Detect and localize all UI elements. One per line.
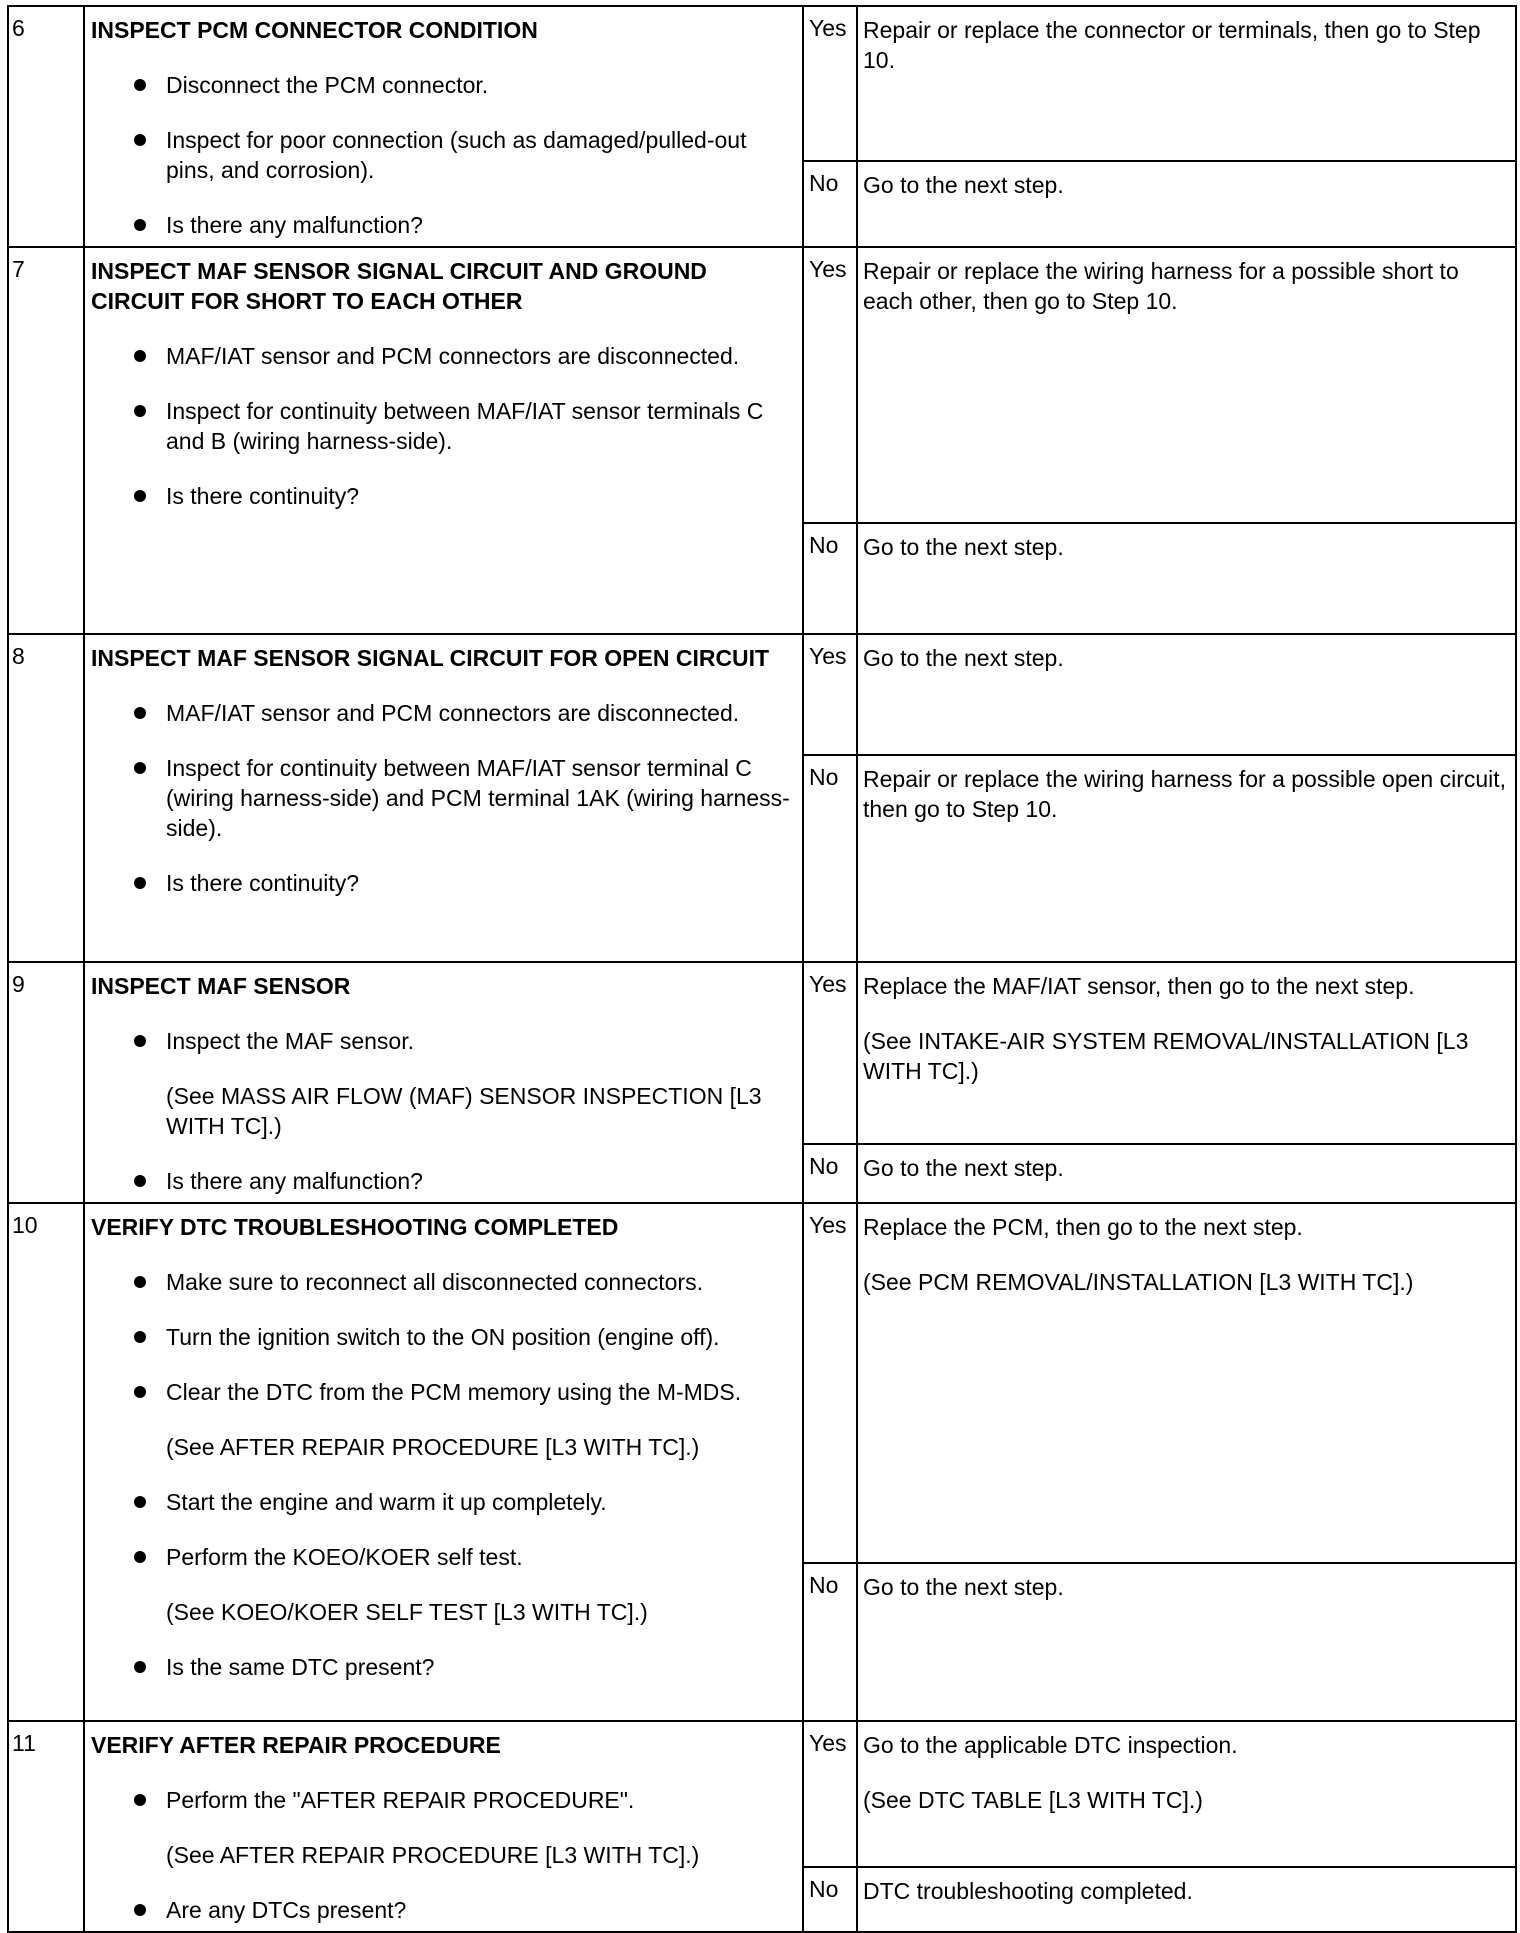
bullet-item — [91, 1026, 796, 1056]
bullet-dot-icon — [134, 1551, 146, 1563]
bullet-icon — [91, 698, 166, 728]
bullet-item — [91, 1895, 796, 1925]
yes-result-line: (See DTC TABLE [L3 WITH TC].) — [863, 1787, 1203, 1813]
step-number: 8 — [8, 634, 84, 962]
no-result-line: Go to the next step. — [863, 534, 1064, 560]
step-action — [84, 1721, 803, 1932]
bullet-item — [91, 1487, 796, 1517]
item-text: Inspect for continuity between MAF/IAT sensor terminal C (wiring harness-side) and PCM terminal 1AK (wiring harness-side). — [166, 755, 790, 841]
bullet-item — [91, 698, 796, 728]
bullet-item — [91, 1652, 796, 1682]
yes-result-line: Go to the next step. — [863, 645, 1064, 671]
troubleshooting-table — [7, 5, 1517, 1933]
item-text: Perform the KOEO/KOER self test. — [166, 1544, 523, 1570]
yes-label: Yes — [803, 962, 857, 1144]
no-result-line: Go to the next step. — [863, 1574, 1064, 1600]
bullet-dot-icon — [134, 1175, 146, 1187]
bullet-icon — [91, 341, 166, 371]
item-text: (See AFTER REPAIR PROCEDURE [L3 WITH TC].) — [166, 1434, 700, 1460]
no-label: No — [803, 523, 857, 634]
bullet-dot-icon — [134, 1904, 146, 1916]
yes-result-line: Go to the applicable DTC inspection. — [863, 1732, 1238, 1758]
no-label: No — [803, 1563, 857, 1721]
bullet-icon — [91, 481, 166, 511]
step-number: 10 — [8, 1203, 84, 1721]
step-action — [84, 6, 803, 247]
bullet-item — [91, 210, 796, 240]
no-result — [857, 523, 1516, 634]
item-text: MAF/IAT sensor and PCM connectors are disconnected. — [166, 700, 740, 726]
bullet-dot-icon — [134, 1386, 146, 1398]
yes-label: Yes — [803, 247, 857, 523]
yes-result — [857, 247, 1516, 523]
step-title: INSPECT MAF SENSOR SIGNAL CIRCUIT FOR OPEN CIRCUIT — [91, 645, 770, 671]
step-action — [84, 962, 803, 1203]
no-result — [857, 755, 1516, 962]
bullet-icon — [91, 396, 166, 456]
bullet-icon — [91, 1597, 166, 1627]
bullet-dot-icon — [134, 1496, 146, 1508]
item-text: Is there continuity? — [166, 483, 360, 509]
item-text: MAF/IAT sensor and PCM connectors are disconnected. — [166, 343, 740, 369]
reference-item — [91, 1081, 796, 1141]
item-text: Turn the ignition switch to the ON position (engine off). — [166, 1324, 720, 1350]
bullet-item — [91, 1377, 796, 1407]
yes-result-line: Repair or replace the wiring harness for a possible short to each other, then go to Step 10. — [863, 258, 1459, 314]
bullet-item — [91, 1322, 796, 1352]
step-number: 6 — [8, 6, 84, 247]
bullet-dot-icon — [134, 79, 146, 91]
item-text: Is there any malfunction? — [166, 212, 423, 238]
bullet-item — [91, 481, 796, 511]
bullet-dot-icon — [134, 762, 146, 774]
step-title: VERIFY DTC TROUBLESHOOTING COMPLETED — [91, 1214, 619, 1240]
bullet-dot-icon — [134, 1276, 146, 1288]
bullet-icon — [91, 210, 166, 240]
yes-label: Yes — [803, 1203, 857, 1563]
bullet-dot-icon — [134, 490, 146, 502]
no-result-line: Repair or replace the wiring harness for a possible open circuit, then go to Step 10. — [863, 766, 1507, 822]
yes-result-line: Replace the MAF/IAT sensor, then go to the next step. — [863, 973, 1415, 999]
bullet-icon — [91, 1267, 166, 1297]
bullet-icon — [91, 1026, 166, 1056]
no-result-line: DTC troubleshooting completed. — [863, 1878, 1193, 1905]
bullet-dot-icon — [134, 405, 146, 417]
no-result-line: Go to the next step. — [863, 171, 1064, 198]
bullet-item — [91, 753, 796, 843]
step-row — [8, 962, 1516, 1144]
bullet-dot-icon — [134, 707, 146, 719]
yes-result — [857, 1203, 1516, 1563]
bullet-icon — [91, 1166, 166, 1196]
yes-result-line: (See INTAKE-AIR SYSTEM REMOVAL/INSTALLATION [L3 WITH TC].) — [863, 1028, 1469, 1084]
bullet-dot-icon — [134, 1794, 146, 1806]
bullet-dot-icon — [134, 1331, 146, 1343]
yes-label: Yes — [803, 1721, 857, 1867]
no-label: No — [803, 1867, 857, 1932]
bullet-icon — [91, 1487, 166, 1517]
bullet-icon — [91, 868, 166, 898]
yes-result-line: (See PCM REMOVAL/INSTALLATION [L3 WITH TC].) — [863, 1269, 1414, 1295]
bullet-icon — [91, 1785, 166, 1815]
yes-result — [857, 962, 1516, 1144]
bullet-icon — [91, 70, 166, 100]
bullet-icon — [91, 1652, 166, 1682]
step-number: 7 — [8, 247, 84, 634]
bullet-icon — [91, 1542, 166, 1572]
item-text: (See KOEO/KOER SELF TEST [L3 WITH TC].) — [166, 1599, 648, 1625]
bullet-item — [91, 70, 796, 100]
bullet-icon — [91, 1081, 166, 1141]
reference-item — [91, 1840, 796, 1870]
bullet-item — [91, 868, 796, 898]
bullet-item — [91, 396, 796, 456]
item-text: Inspect the MAF sensor. — [166, 1028, 415, 1054]
no-result-line: Go to the next step. — [863, 1155, 1064, 1182]
bullet-dot-icon — [134, 219, 146, 231]
yes-label: Yes — [803, 634, 857, 755]
no-result — [857, 1563, 1516, 1721]
step-row — [8, 1721, 1516, 1867]
item-text: Inspect for poor connection (such as damaged/pulled-out pins, and corrosion). — [166, 127, 747, 183]
bullet-icon — [91, 1322, 166, 1352]
yes-result-line: Replace the PCM, then go to the next step. — [863, 1214, 1303, 1240]
bullet-dot-icon — [134, 877, 146, 889]
step-row — [8, 247, 1516, 523]
bullet-dot-icon — [134, 350, 146, 362]
yes-result-line: Repair or replace the connector or terminals, then go to Step 10. — [863, 17, 1481, 73]
bullet-item — [91, 1166, 796, 1196]
yes-label: Yes — [803, 6, 857, 161]
bullet-dot-icon — [134, 1035, 146, 1047]
step-title: VERIFY AFTER REPAIR PROCEDURE — [91, 1732, 501, 1758]
bullet-item — [91, 341, 796, 371]
step-title: INSPECT MAF SENSOR SIGNAL CIRCUIT AND GROUND CIRCUIT FOR SHORT TO EACH OTHER — [91, 258, 707, 314]
item-text: Is there any malfunction? — [166, 1168, 423, 1194]
bullet-icon — [91, 1840, 166, 1870]
bullet-icon — [91, 1895, 166, 1925]
bullet-dot-icon — [134, 1661, 146, 1673]
bullet-icon — [91, 1432, 166, 1462]
step-row — [8, 1203, 1516, 1563]
step-row — [8, 6, 1516, 161]
item-text: Disconnect the PCM connector. — [166, 72, 489, 98]
no-result — [857, 1867, 1516, 1932]
bullet-dot-icon — [134, 134, 146, 146]
step-row — [8, 634, 1516, 755]
item-text: Perform the "AFTER REPAIR PROCEDURE". — [166, 1787, 635, 1813]
yes-result — [857, 6, 1516, 161]
step-action — [84, 247, 803, 634]
no-result — [857, 161, 1516, 247]
no-label: No — [803, 161, 857, 247]
item-text: Is there continuity? — [166, 870, 360, 896]
bullet-item — [91, 1542, 796, 1572]
item-text: (See MASS AIR FLOW (MAF) SENSOR INSPECTION [L3 WITH TC].) — [166, 1083, 762, 1139]
no-label: No — [803, 1144, 857, 1203]
item-text: Inspect for continuity between MAF/IAT sensor terminals C and B (wiring harness-side). — [166, 398, 764, 454]
no-label: No — [803, 755, 857, 962]
item-text: Are any DTCs present? — [166, 1897, 407, 1923]
bullet-item — [91, 1785, 796, 1815]
item-text: Make sure to reconnect all disconnected connectors. — [166, 1269, 703, 1295]
bullet-icon — [91, 1377, 166, 1407]
bullet-item — [91, 125, 796, 185]
item-text: (See AFTER REPAIR PROCEDURE [L3 WITH TC].) — [166, 1842, 700, 1868]
bullet-icon — [91, 125, 166, 185]
item-text: Start the engine and warm it up completely. — [166, 1489, 607, 1515]
no-result — [857, 1144, 1516, 1203]
yes-result — [857, 1721, 1516, 1867]
step-action — [84, 634, 803, 962]
item-text: Clear the DTC from the PCM memory using the M-MDS. — [166, 1379, 742, 1405]
bullet-item — [91, 1267, 796, 1297]
item-text: Is the same DTC present? — [166, 1654, 435, 1680]
step-action — [84, 1203, 803, 1721]
bullet-icon — [91, 753, 166, 843]
step-title: INSPECT MAF SENSOR — [91, 973, 351, 999]
reference-item — [91, 1597, 796, 1627]
step-number: 9 — [8, 962, 84, 1203]
reference-item — [91, 1432, 796, 1462]
step-title: INSPECT PCM CONNECTOR CONDITION — [91, 17, 538, 43]
step-number: 11 — [8, 1721, 84, 1932]
yes-result — [857, 634, 1516, 755]
